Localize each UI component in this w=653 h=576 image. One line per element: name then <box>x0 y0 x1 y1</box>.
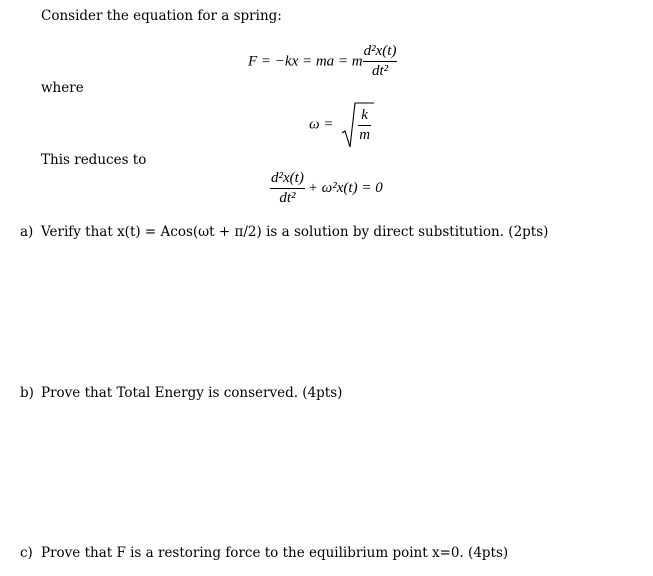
equation-spring-force <box>248 43 397 81</box>
eq2-lhs: ω = <box>309 116 334 133</box>
eq2-fraction <box>358 107 371 145</box>
eq1-denominator: dt² <box>371 63 389 80</box>
question-b-letter: b) <box>20 385 34 401</box>
question-c-letter: c) <box>20 545 33 561</box>
eq1-fraction <box>363 43 398 81</box>
eq1-lhs: F = −kx = ma = m <box>248 53 363 70</box>
question-a <box>20 226 548 240</box>
question-a-text: Verify that x(t) = Acos(ωt + π/2) is a solution by direct substitution. (2pts) <box>41 224 549 240</box>
eq2-numerator: k <box>361 107 368 123</box>
eq1-numerator: d²x(t) <box>363 43 397 59</box>
eq3-fraction-bar <box>270 188 305 189</box>
question-c <box>20 547 508 561</box>
eq1-fraction-bar <box>363 61 398 62</box>
eq2-fraction-bar <box>358 125 371 126</box>
intro-text: Consider the equation for a spring: <box>41 8 282 24</box>
eq3-numerator: d²x(t) <box>271 170 304 186</box>
eq2-denominator: m <box>359 127 371 144</box>
eq3-fraction <box>270 170 305 208</box>
equation-harmonic-oscillator <box>270 170 383 208</box>
where-label: where <box>41 80 84 96</box>
question-a-letter: a) <box>20 224 34 240</box>
question-c-text: Prove that F is a restoring force to the equilibrium point x=0. (4pts) <box>41 545 509 561</box>
question-b-text: Prove that Total Energy is conserved. (4pts) <box>41 385 343 401</box>
square-root-icon <box>341 101 375 149</box>
reduces-label: This reduces to <box>41 152 147 168</box>
eq3-rhs: + ω²x(t) = 0 <box>307 180 383 197</box>
question-b <box>20 387 342 401</box>
eq3-denominator: dt² <box>279 190 296 207</box>
equation-omega <box>309 101 375 149</box>
